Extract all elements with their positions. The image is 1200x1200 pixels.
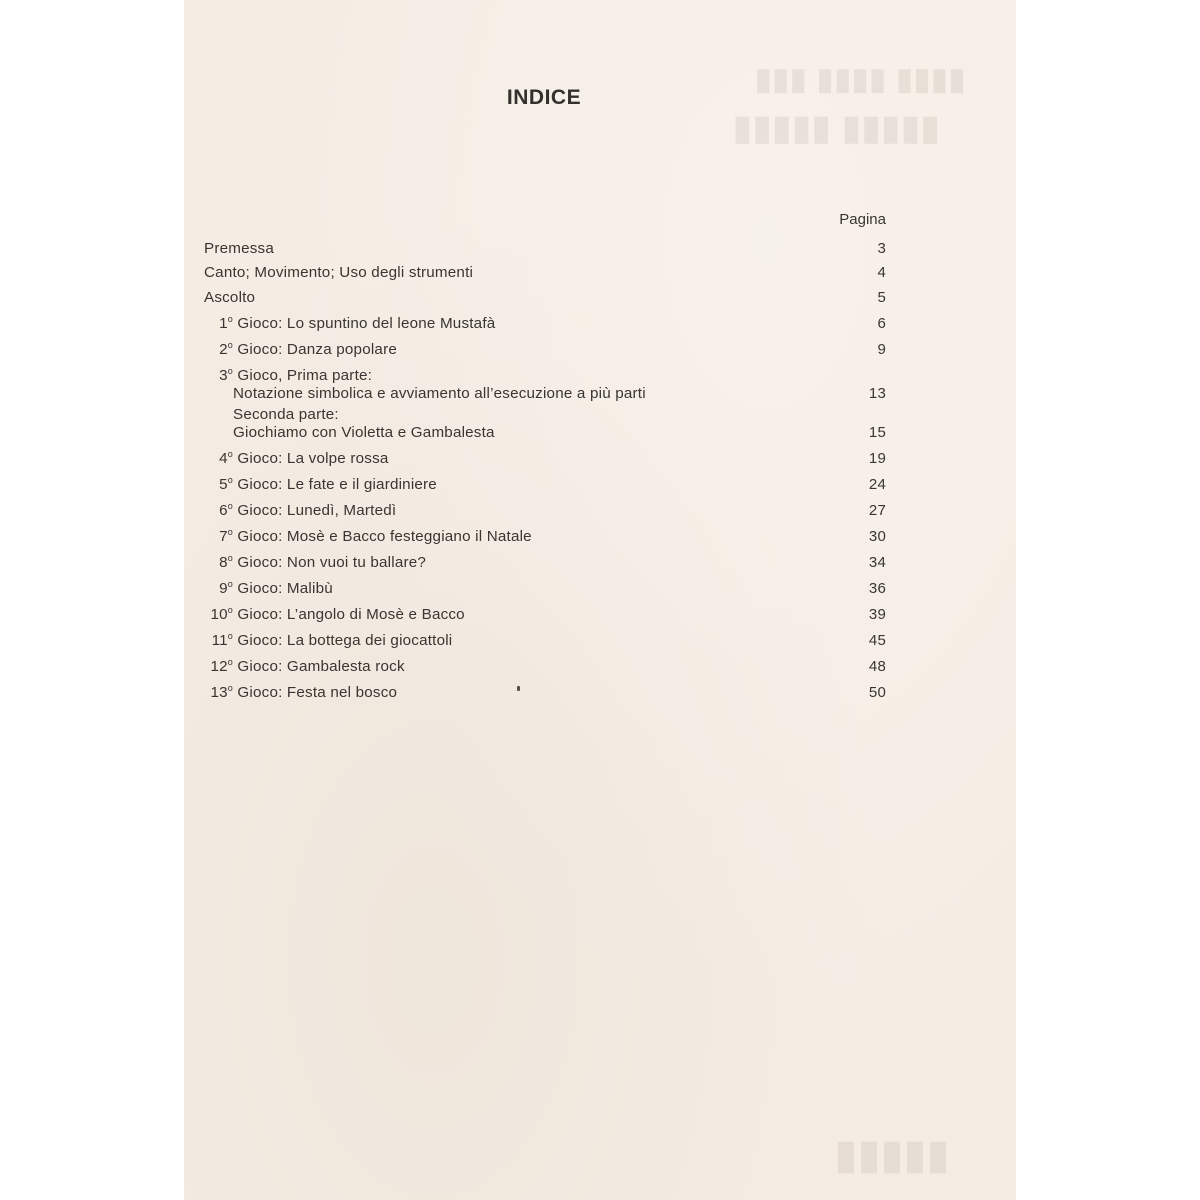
toc-entry-title [204, 289, 846, 307]
toc-entry-label [204, 598, 846, 624]
toc-entry [204, 307, 886, 333]
toc-entry-text: Gioco: Festa nel bosco [237, 683, 398, 701]
toc-entry [204, 333, 886, 359]
bleed-through-text: ▮▮▮▮▮ ▮▮▮▮▮ [732, 109, 940, 147]
toc-entry-text: Gioco: Non vuoi tu ballare? [237, 553, 427, 571]
toc-entry-label [204, 520, 846, 546]
toc-entry-label [204, 676, 846, 702]
toc-entry-page: 36 [868, 579, 886, 597]
toc-entry-page: 50 [868, 683, 886, 701]
toc-entry [204, 442, 886, 468]
toc-entry-title [204, 653, 846, 676]
page-sheet [184, 0, 1016, 1200]
toc-entry [204, 403, 886, 442]
toc-entry-ordinal: 1$^o$ [219, 313, 233, 332]
toc-entry-title [204, 549, 846, 572]
toc-entry [204, 359, 886, 403]
toc-entry-text: Premessa [204, 239, 274, 257]
toc-entry-label [204, 546, 846, 572]
toc-entry-page: 48 [868, 657, 886, 675]
toc-entry [204, 258, 886, 283]
toc-entry-label [204, 572, 846, 598]
toc-entry-ordinal: 8$^o$ [219, 552, 233, 571]
table-of-contents [204, 233, 886, 702]
toc-entry-label [204, 237, 846, 258]
toc-entry-text: Seconda parte: [233, 405, 339, 423]
toc-entry-text: Canto; Movimento; Uso degli strumenti [204, 264, 474, 281]
toc-entry-page: 15 [868, 423, 886, 441]
toc-entry-text: Gioco: Gambalesta rock [237, 657, 405, 675]
toc-entry-label [204, 494, 846, 520]
toc-entry [204, 572, 886, 598]
toc-entry-page: 30 [868, 527, 886, 545]
bleed-through-text: ▮▮▮▮▮ [834, 1133, 950, 1177]
toc-entry-text: Gioco: La volpe rossa [237, 449, 389, 467]
bleed-through-text: ▮▮▮▮ ▮▮▮▮ ▮▮▮ [754, 63, 966, 96]
toc-entry-text: Ascolto [204, 288, 256, 306]
toc-entry-ordinal: 2$^o$ [219, 339, 233, 358]
toc-entry-title [204, 406, 846, 424]
toc-entry-title [204, 601, 846, 624]
toc-entry-label [204, 359, 846, 403]
toc-entry-ordinal: 6$^o$ [219, 500, 233, 519]
toc-entry-title [204, 471, 846, 494]
toc-entry-page: 19 [868, 449, 886, 467]
toc-entry [204, 494, 886, 520]
toc-entry [204, 282, 886, 307]
toc-entry-page: 39 [868, 605, 886, 623]
toc-entry-label [204, 650, 846, 676]
toc-entry-label [204, 333, 846, 359]
toc-entry-ordinal: 10$^o$ [210, 604, 233, 623]
toc-entry-title [204, 445, 846, 468]
toc-entry-page: 24 [868, 475, 886, 493]
toc-entry-page: 4 [877, 264, 886, 281]
toc-entry-page: 3 [877, 239, 886, 257]
toc-entry-title [204, 362, 846, 385]
toc-entry-title [204, 575, 846, 598]
toc-entry-label [204, 261, 846, 282]
page-column-header: Pagina [839, 211, 886, 228]
toc-entry-ordinal: 13$^o$ [210, 682, 233, 701]
toc-entry [204, 520, 886, 546]
toc-entry-text: Gioco: Mosè e Bacco festeggiano il Natale [237, 527, 532, 545]
toc-entry-label [204, 286, 846, 307]
toc-entry [204, 676, 886, 702]
toc-entry-page: 6 [877, 314, 886, 332]
toc-entry-page: 45 [868, 631, 886, 649]
toc-entry-title [204, 627, 846, 650]
toc-entry-ordinal: 9$^o$ [219, 578, 233, 597]
toc-entry [204, 624, 886, 650]
toc-entry-label [204, 403, 846, 442]
toc-entry-text: Gioco, Prima parte: [237, 366, 373, 384]
toc-entry-text: Gioco: Malibù [237, 579, 333, 597]
toc-entry-label [204, 468, 846, 494]
toc-entry-title [204, 264, 846, 282]
toc-entry-label [204, 442, 846, 468]
page-title: INDICE [506, 86, 582, 109]
toc-entry-title [204, 240, 846, 258]
toc-entry-title [204, 336, 846, 359]
toc-entry-text: Gioco: Danza popolare [237, 340, 397, 358]
toc-entry-title [204, 310, 846, 333]
toc-entry-label [204, 624, 846, 650]
toc-entry [204, 546, 886, 572]
toc-entry-ordinal: 11$^o$ [211, 630, 233, 649]
toc-entry-ordinal: 5$^o$ [219, 474, 233, 493]
toc-entry-page: 13 [868, 384, 886, 402]
toc-entry-ordinal: 4$^o$ [219, 448, 233, 467]
toc-entry-page: 34 [868, 553, 886, 571]
toc-entry-subtitle: Notazione simbolica e avviamento all’esecuzione a più parti [233, 384, 646, 402]
toc-entry-text: Gioco: Lunedì, Martedì [237, 501, 397, 519]
toc-entry [204, 598, 886, 624]
paper-speck [517, 686, 520, 691]
toc-entry-text: Gioco: Le fate e il giardiniere [237, 475, 437, 493]
toc-entry [204, 468, 886, 494]
toc-entry-ordinal: 12$^o$ [210, 656, 233, 675]
toc-entry-page: 5 [877, 288, 886, 306]
toc-entry-text: Gioco: L’angolo di Mosè e Bacco [237, 605, 465, 623]
toc-entry-title [204, 497, 846, 520]
toc-entry-ordinal: 7$^o$ [219, 526, 233, 545]
toc-entry-title [204, 523, 846, 546]
toc-entry-page: 27 [868, 501, 886, 519]
toc-entry-label [204, 307, 846, 333]
toc-entry [204, 233, 886, 258]
toc-entry-text: Gioco: Lo spuntino del leone Mustafà [237, 314, 496, 332]
toc-entry-text: Gioco: La bottega dei giocattoli [237, 631, 453, 649]
toc-entry-subtitle: Giochiamo con Violetta e Gambalesta [233, 423, 495, 441]
toc-entry-ordinal: 3$^o$ [219, 365, 233, 384]
toc-entry [204, 650, 886, 676]
toc-entry-page: 9 [877, 340, 886, 358]
toc-entry-title [204, 679, 846, 702]
